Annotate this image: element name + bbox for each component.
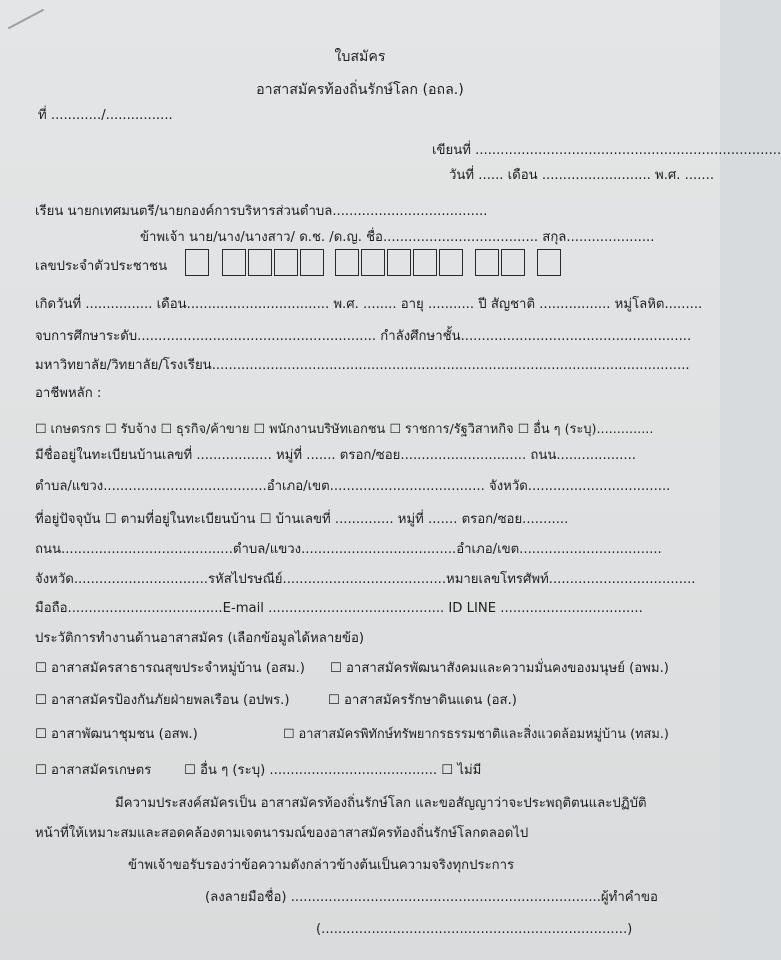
current-district-field[interactable]: ถนน.........................................ตำบล/แขวง.....................................อำเภอ/เขต.................................. <box>35 542 662 557</box>
paper-crease <box>8 9 44 30</box>
history-option-opm[interactable]: ☐ อาสาสมัครพัฒนาสังคมและความมั่นคงของมนุษย์ (อพม.) <box>330 661 669 676</box>
certification-statement: ข้าพเจ้าขอรับรองว่าข้อความดังกล่าวข้างต้นเป็นความจริงทุกประการ <box>128 858 515 873</box>
id-digit-box[interactable] <box>335 249 359 276</box>
id-digit-box[interactable] <box>387 249 411 276</box>
id-digit-box[interactable] <box>475 249 499 276</box>
id-digit-box[interactable] <box>248 249 272 276</box>
history-option-osm[interactable]: ☐ อาสาสมัครสาธารณสุขประจำหมู่บ้าน (อสม.) <box>35 661 305 676</box>
applicant-name-field[interactable]: ข้าพเจ้า นาย/นาง/นางสาว/ ด.ช. /ด.ญ. ชื่อ..................................... สกุล..................... <box>140 230 655 245</box>
id-digit-box[interactable] <box>537 249 561 276</box>
volunteer-history-label: ประวัติการทำงานด้านอาสาสมัคร (เลือกข้อมูลได้หลายข้อ) <box>35 631 365 646</box>
addressee-line[interactable]: เรียน นายกเทศมนตรี/นายกองค์การบริหารส่วนตำบล..................................... <box>35 204 488 219</box>
id-digit-box[interactable] <box>501 249 525 276</box>
birth-details-field[interactable]: เกิดวันที่ ................ เดือน.................................. พ.ศ. ........ อายุ ........... ปี สัญชาติ ................. หมู่โลหิต......... <box>35 297 703 312</box>
registered-district-field[interactable]: ตำบล/แขวง.......................................อำเภอ/เขต..................................... จังหวัด.................................. <box>35 479 671 494</box>
id-digit-box[interactable] <box>185 249 209 276</box>
education-field[interactable]: จบการศึกษาระดับ......................................................... กำลังศึกษาชั้น....................................................... <box>35 329 692 344</box>
history-option-agri[interactable]: ☐ อาสาสมัครเกษตร <box>35 763 152 778</box>
id-digit-box[interactable] <box>274 249 298 276</box>
occupation-label: อาชีพหลัก : <box>35 386 102 401</box>
history-option-os[interactable]: ☐ อาสาสมัครรักษาดินแดน (อส.) <box>328 693 517 708</box>
id-digit-box[interactable] <box>439 249 463 276</box>
date-field[interactable]: วันที่ ...... เดือน .......................... พ.ศ. ....... <box>449 168 715 183</box>
history-option-other[interactable]: ☐ อื่น ๆ (ระบุ) ........................................ ☐ ไม่มี <box>184 763 482 778</box>
history-option-osp[interactable]: ☐ อาสาพัฒนาชุมชน (อสพ.) <box>35 727 198 742</box>
form-subtitle: อาสาสมัครท้องถิ่นรักษ์โลก (อถล.) <box>256 82 464 98</box>
national-id-label: เลขประจำตัวประชาชน <box>35 259 168 274</box>
id-digit-box[interactable] <box>300 249 324 276</box>
id-digit-box[interactable] <box>361 249 385 276</box>
id-digit-box[interactable] <box>413 249 437 276</box>
form-title: ใบสมัคร <box>334 49 386 65</box>
ref-number-field[interactable]: ที่ ............/................ <box>38 108 173 123</box>
intent-statement-2: หน้าที่ให้เหมาะสมและสอดคล้องตามเจตนารมณ์ของอาสาสมัครท้องถิ่นรักษ์โลกตลอดไป <box>35 826 529 841</box>
written-at-field[interactable]: เขียนที่ ......................................................................... <box>432 143 781 158</box>
current-address-field[interactable]: ที่อยู่ปัจจุบัน ☐ ตามที่อยู่ในทะเบียนบ้าน ☐ บ้านเลขที่ .............. หมู่ที่ ....... ตรอก/ซอย........... <box>35 512 569 527</box>
signature-field[interactable]: (ลงลายมือชื่อ) ..........................................................................ผู้ทำคำขอ <box>205 890 658 905</box>
occupation-checkboxes[interactable]: ☐ เกษตรกร ☐ รับจ้าง ☐ ธุรกิจ/ค้าขาย ☐ พนักงานบริษัทเอกชน ☐ ราชการ/รัฐวิสาหกิจ ☐ อื่น ๆ (ระบุ).............. <box>35 422 654 437</box>
registered-address-field[interactable]: มีชื่ออยู่ในทะเบียนบ้านเลขที่ .................. หมู่ที่ ....... ตรอก/ซอย.............................. ถนน................... <box>35 448 636 463</box>
signature-name-field[interactable]: (.........................................................................) <box>316 922 633 937</box>
intent-statement-1: มีความประสงค์สมัครเป็น อาสาสมัครท้องถิ่นรักษ์โลก และขอสัญญาว่าจะประพฤติตนและปฏิบัติ <box>115 796 647 811</box>
school-field[interactable]: มหาวิทยาลัย/วิทยาลัย/โรงเรียน.................................................................................................................. <box>35 358 690 373</box>
history-option-tsm[interactable]: ☐ อาสาสมัครพิทักษ์ทรัพยากรธรรมชาติและสิ่งแวดล้อมหมู่บ้าน (ทสม.) <box>283 727 669 742</box>
id-digit-box[interactable] <box>222 249 246 276</box>
contact-field[interactable]: มือถือ.....................................E-mail .......................................... ID LINE .................................. <box>35 601 643 616</box>
history-option-oppr[interactable]: ☐ อาสาสมัครป้องกันภัยฝ่ายพลเรือน (อปพร.) <box>35 693 290 708</box>
province-phone-field[interactable]: จังหวัด................................รหัสไปรษณีย์.......................................หมายเลขโทรศัพท์................................... <box>35 572 696 587</box>
